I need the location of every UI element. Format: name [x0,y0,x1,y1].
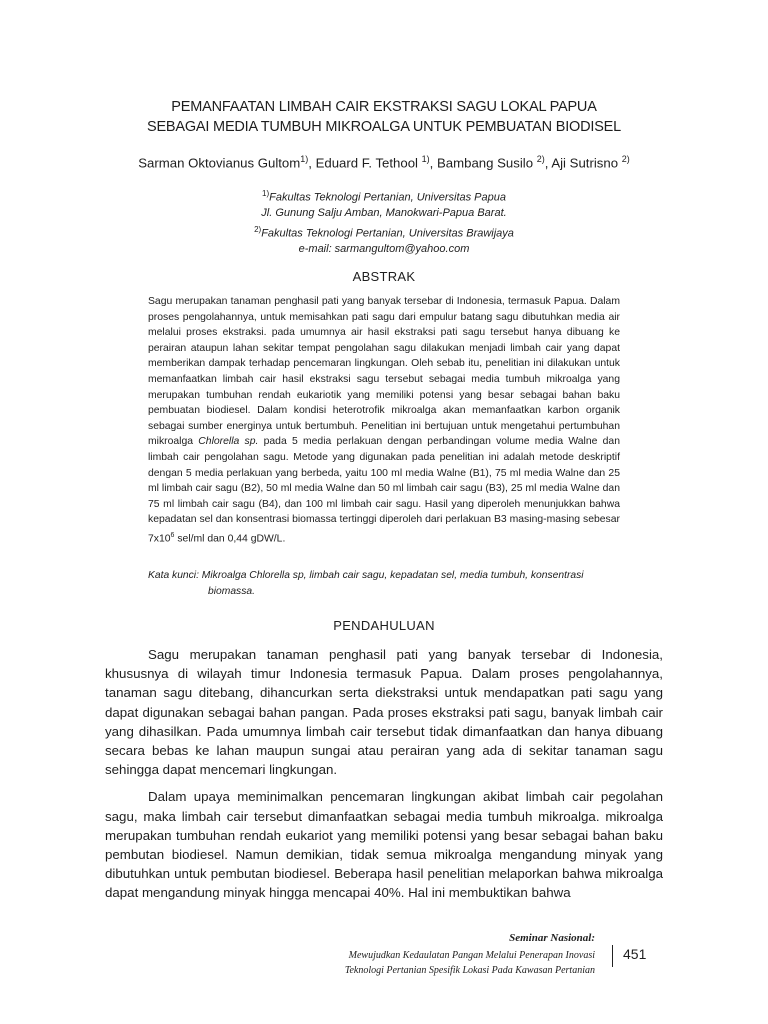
paper-title [60,97,708,137]
keywords-line-2: biomassa. [208,585,255,597]
introduction-paragraph-2: Dalam upaya meminimalkan pencemaran lingkungan akibat limbah cair pegolahan sagu, maka limbah cair tersebut dimanfaatkan sebagai media tumbuh mikroalga. mikroalga merupakan tumbuhan rendah eukariot yang memiliki potensi yang besar sebagai bahan baku pembutan biodiesel. Namun demikian, tidak semua mikroalga mengandung minyak yang dibutuhkan untuk pembutan biodiesel. Beberapa hasil penelitian melaporkan bahwa mikroalga dapat mengandung minyak hingga mencapai 40%. Hal ini membuktikan bahwa [105,789,663,901]
introduction-heading: PENDAHULUAN [333,618,435,633]
author-list [60,154,708,170]
abstract-heading: ABSTRAK [352,269,416,284]
contact-email: e-mail: sarmangultom@yahoo.com [298,242,470,255]
author-affiliation-mark: 1) [300,154,309,164]
author-name: Aji Sutrisno [551,155,622,171]
affiliations [60,186,708,257]
seminar-subtitle-line-2: Teknologi Pertanian Spesifik Lokasi Pada Kawasan Pertanian [344,965,595,976]
seminar-title: Seminar Nasional: [509,932,595,944]
abstract-text-part-3: sel/ml dan 0,44 gDW/L. [174,533,286,545]
abstract-text-part-1: Sagu merupakan tanaman penghasil pati yang banyak tersebar di Indonesia, termasuk Papua. Dalam proses pengolahannya, untuk memisahkan pati sagu dari empulur batang sagu dibutuhkan media air melalui proses ekstraksi. pada umumnya air hasil ekstraksi pati sagu tersebut hanya dibuang ke perairan ataupun lahan sekitar tempat pengolahan sagu dilakukan menjadi limbah cair yang dapat memberikan dampak terhadap pencemaran lingkungan. Oleh sebab itu, penelitian ini dilakukan untuk memanfaatkan limbah cair hasil ekstraksi sagu tersebut sebagai media tumbuh mikroalga yang merupakan tumbuhan rendah eukariotik yang memiliki potensi yang besar sebagai bahan baku pembuatan biodiesel. Dalam kondisi heterotrofik mikroalga akan memanfaatkan karbon organik sebagai sumber energinya untuk bertumbuh. Penelitian ini bertujuan untuk mengetahui pertumbuhan mikroalga [148,296,620,448]
author-affiliation-mark: 1) [421,154,430,164]
author-name: Bambang Susilo [437,155,537,171]
author-separator: , [429,155,437,171]
affiliation-1-text: Fakultas Teknologi Pertanian, Universitas Papua [269,191,506,204]
affiliation-1-address: Jl. Gunung Salju Amban, Manokwari-Papua Barat. [261,207,507,220]
affiliation-2-mark: 2) [254,224,262,234]
abstract-text-part-2: pada 5 media perlakuan dengan perbandingan volume media Walne dan limbah cair pengolahan sagu. Metode yang digunakan pada penelitian ini adalah metode deskriptif dengan 5 media perlakuan yang berbeda, yaitu 100 ml media Walne (B1), 75 ml media Walne dan 25 ml limbah cair sagu (B2), 50 ml media Walne dan 50 ml limbah cair sagu (B3), 25 ml media Walne dan 75 ml limbah cair sagu (B4), dan 100 ml limbah cair sagu. Hasil yang diperoleh menunjukkan bahwa kepadatan sel dan konsentrasi biomassa tertinggi diperoleh dari perlakuan B3 masing-masing sebesar 7x10 [148,436,620,545]
author-name: Sarman Oktovianus Gultom [138,155,301,171]
author-affiliation-mark: 2) [536,154,545,164]
abstract-species-name: Chlorella sp. [198,436,259,448]
page-number: 451 [623,946,647,962]
title-line-2: SEBAGAI MEDIA TUMBUH MIKROALGA UNTUK PEMBUATAN BIODISEL [146,119,622,135]
seminar-subtitle-line-1: Mewujudkan Kedaulatan Pangan Melalui Penerapan Inovasi [348,950,595,961]
abstract-exponent: 6 [170,531,175,539]
keywords-line-1: Kata kunci: Mikroalga Chlorella sp, limbah cair sagu, kepadatan sel, media tumbuh, konsentrasi [148,570,584,581]
affiliation-2 [60,222,708,242]
keywords [148,568,620,599]
author-affiliation-mark: 2) [621,154,630,164]
introduction-paragraph-1: Sagu merupakan tanaman penghasil pati yang banyak tersebar di Indonesia, khususnya di wilayah timur Indonesia termasuk Papua. Dalam proses pengolahannya, tanaman sagu ditebang, dihancurkan serta diekstraksi untuk mendapatkan pati sagu yang dapat digunakan sebagai bahan pangan. Pada proses ekstraksi pati sagu, banyak limbah cair yang dihasilkan. Pada umumnya limbah cair tersebut tidak dimanfaatkan dan hanya dibuang secara bebas ke lahan maupun sungai atau perairan yang ada di sekitar tanaman sagu sehingga dapat mencemari lingkungan. [105,647,663,778]
affiliation-1 [60,186,708,206]
author-name: Eduard F. Tethool [315,155,422,171]
abstract-body [148,294,620,547]
affiliation-2-text: Fakultas Teknologi Pertanian, Universitas Brawijaya [261,227,514,240]
seminar-footer [280,928,595,978]
affiliation-1-mark: 1) [262,189,270,198]
author-separator: , [544,155,552,171]
title-line-1: PEMANFAATAN LIMBAH CAIR EKSTRAKSI SAGU LOKAL PAPUA [171,99,597,115]
author-separator: , [308,155,316,171]
introduction-body [105,645,663,911]
footer-divider [612,945,613,967]
